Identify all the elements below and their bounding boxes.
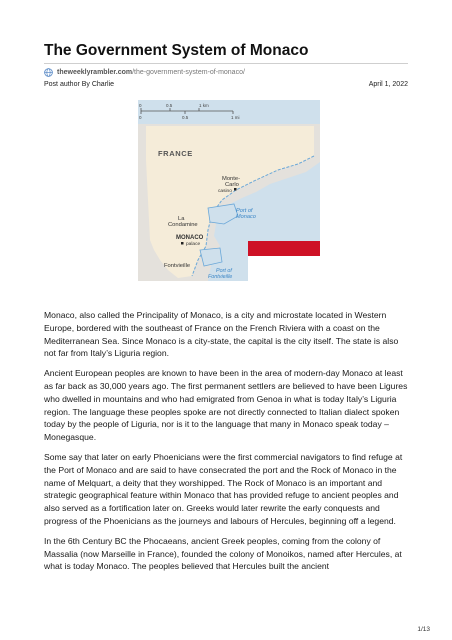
- source-link[interactable]: [44, 66, 245, 78]
- title-divider: [44, 63, 408, 64]
- map-label-port-monaco-2: Monaco: [236, 214, 256, 220]
- source-domain[interactable]: theweeklyrambler.com: [57, 68, 133, 76]
- scale-top-0: 0: [139, 103, 142, 108]
- map-label-port-monaco: Port of: [236, 208, 253, 214]
- scale-bottom-1mi: 1 mi: [231, 115, 240, 120]
- scale-top-1km: 1 km: [199, 103, 209, 108]
- map-label-la-condamine: La: [178, 216, 185, 222]
- map-label-palace: palace: [186, 242, 201, 247]
- scale-bottom-0: 0: [139, 115, 142, 120]
- source-path[interactable]: /the-government-system-of-monaco/: [132, 68, 245, 76]
- flag-red-stripe: [248, 241, 320, 256]
- article-body: [44, 309, 410, 580]
- globe-icon: [44, 68, 53, 77]
- map-label-monaco: MONACO: [176, 235, 204, 241]
- map-label-port-fontvieille: Port of: [216, 268, 232, 274]
- scale-bottom-half: 0.5: [182, 115, 189, 120]
- map-label-france: FRANCE: [158, 149, 193, 158]
- scale-top-half: 0.5: [166, 103, 173, 108]
- map-label-la-condamine-2: Condamine: [168, 222, 198, 228]
- casino-marker: [234, 188, 237, 191]
- palace-marker: [181, 242, 184, 245]
- flag-white-stripe: [248, 256, 320, 281]
- paragraph-4: In the 6th Century BC the Phocaeans, ancient Greek peoples, coming from the colony of Massalia (now Marseille in France), founded the colony of Monoikos, named after Hercules, at what is today Monaco. The peoples believed that Hercules built the ancient: [44, 535, 402, 572]
- paragraph-1: Monaco, also called the Principality of Monaco, is a city and microstate located in Western Europe, bordered with the southeast of France on the French Riviera with a coast on the Mediterranean Sea. Since Monaco is a city-state, the capital is the city itself. The state is also not far from Italy’s Liguria region.: [44, 310, 399, 359]
- map-label-fontvieille: Fontvieille: [164, 263, 191, 269]
- monaco-map: [138, 100, 320, 281]
- map-label-monte-carlo-2: Carlo: [225, 182, 239, 188]
- post-date: April 1, 2022: [368, 81, 408, 88]
- page-number: 1/13: [417, 626, 430, 633]
- post-author: Post author By Charlie: [44, 81, 115, 88]
- page-title: The Government System of Monaco: [44, 42, 309, 59]
- map-label-casino: casino: [218, 189, 232, 194]
- paragraph-2: Ancient European peoples are known to have been in the area of modern-day Monaco at least as far back as 30,000 years ago. The first permanent settlers are believed to have been Ligures who dwelled in mountains and who had emigrated from Genoa in what is today Italy’s Liguria region. The language these peoples spoke are not directly connected to Italian dialect spoken today by the people of Liguria, nor is it to the language that many in Monaco speak today – Monegasque.: [44, 368, 408, 443]
- map-label-port-fontvieille-2: Fontvieille: [208, 274, 233, 280]
- map-label-monte-carlo: Monte-: [222, 176, 241, 182]
- paragraph-3: Some say that later on early Phoenicians were the first commercial navigators to find refuge at the Port of Monaco and are said to have consecrated the port and the Rock of Monaco in the name of Melquart, a deity that they worshipped. The Rock of Monaco is an important and strategic geographical feature within Monaco that has provided refuge to ancient peoples and also served as a fortification later on. Greeks would later rewrite the early conquests and progress of the Phoenicians as the journeys and labours of Hercules, beginning off a legend.: [44, 451, 403, 526]
